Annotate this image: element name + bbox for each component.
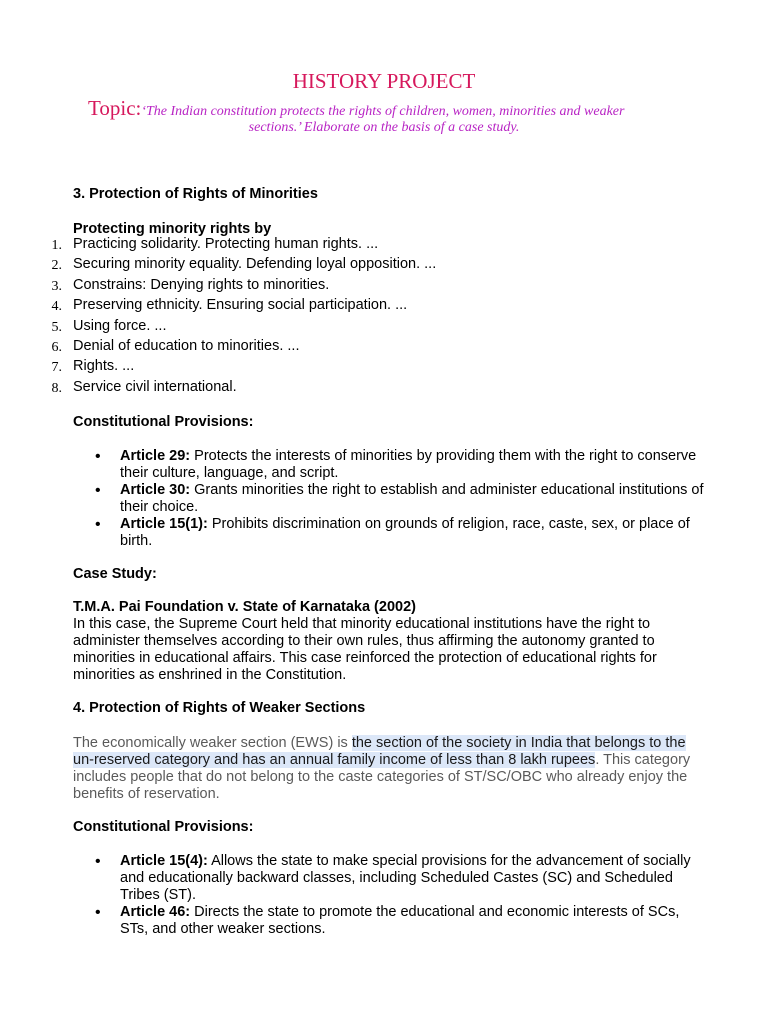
list-number: 5.: [51, 319, 62, 335]
ews-intro: The economically weaker section (EWS) is: [73, 735, 352, 751]
list-item-text: Rights. ...: [73, 358, 135, 375]
list-item-text: Constrains: Denying rights to minorities.: [73, 276, 330, 293]
case-study-text: In this case, the Supreme Court held that minority educational institutions have the right to administer themselves according to their own rules, thus affirming the autonomy granted to minorities in educational affairs. This case reinforced the protection of educational rights for minorities as enshrined in the Constitution.: [73, 616, 657, 683]
article-label: Article 15(4):: [120, 853, 208, 869]
list-item-text: Using force. ...: [73, 317, 167, 334]
list-item-text: Preserving ethnicity. Ensuring social participation. ...: [73, 297, 408, 314]
section3-subheading: Protecting minority rights by: [73, 221, 272, 237]
section3-provisions-list: [95, 448, 705, 550]
provision-item: [95, 516, 705, 550]
bullet-icon: •: [95, 853, 101, 870]
list-number: 4.: [51, 299, 62, 315]
bullet-icon: •: [95, 448, 101, 465]
ews-highlighted-definition: the section of the society in India that belongs to the un-reserved category and has an annual family income of less than 8 lakh rupees: [73, 735, 686, 768]
list-item-text: Securing minority equality. Defending loyal opposition. ...: [73, 256, 437, 273]
section3-heading: 3. Protection of Rights of Minorities: [73, 186, 318, 202]
provision-item: [95, 448, 705, 482]
article-label: Article 15(1):: [120, 516, 208, 532]
article-text: Protects the interests of minorities by providing them with the right to conserve their culture, language, and script.: [120, 448, 697, 481]
provision-item: [95, 904, 705, 938]
topic-text-1: ‘The Indian constitution protects the rights of children, women, minorities and weaker: [141, 104, 625, 119]
case-study-heading: Case Study:: [73, 566, 157, 582]
list-item: [0, 358, 768, 378]
list-item: [0, 297, 768, 317]
list-item: [0, 256, 768, 276]
list-item: [0, 318, 768, 338]
ews-rest: . This category includes people that do not belong to the caste categories of ST/SC/OBC who already enjoy the benefits of reservation.: [73, 752, 691, 802]
list-item-text: Denial of education to minorities. ...: [73, 337, 300, 354]
list-number: 2.: [51, 258, 62, 274]
topic-label: Topic:: [88, 96, 142, 120]
section3-provisions-heading: Constitutional Provisions:: [73, 414, 254, 430]
bullet-icon: •: [95, 482, 101, 499]
case-study-title: T.M.A. Pai Foundation v. State of Karnataka (2002): [73, 599, 416, 615]
article-text: Directs the state to promote the educational and economic interests of SCs, STs, and other weaker sections.: [120, 904, 680, 937]
article-label: Article 46:: [120, 904, 191, 920]
bullet-icon: •: [95, 516, 101, 533]
topic-text-2: sections.’ Elaborate on the basis of a case study.: [248, 120, 520, 135]
list-number: 6.: [51, 339, 62, 355]
section4-heading: 4. Protection of Rights of Weaker Sections: [73, 700, 366, 716]
provision-item: [95, 482, 705, 516]
list-item-text: Service civil international.: [73, 378, 237, 395]
provision-item: [95, 853, 705, 904]
document-title: HISTORY PROJECT: [292, 69, 476, 93]
list-item: [0, 379, 768, 399]
list-item: [0, 338, 768, 358]
list-number: 7.: [51, 360, 62, 376]
article-text: Allows the state to make special provisions for the advancement of socially and educationally backward classes, including Scheduled Castes (SC) and Scheduled Tribes (ST).: [120, 853, 691, 903]
list-item-text: Practicing solidarity. Protecting human rights. ...: [73, 236, 379, 252]
article-label: Article 30:: [120, 482, 191, 498]
list-item: [0, 236, 768, 256]
bullet-icon: •: [95, 904, 101, 921]
article-text: Grants minorities the right to establish and administer educational institutions of their choice.: [120, 482, 704, 515]
ews-paragraph: [73, 735, 695, 803]
list-number: 3.: [51, 278, 62, 294]
section4-provisions-list: [95, 853, 705, 938]
list-number: 8.: [51, 380, 62, 396]
article-label: Article 29:: [120, 448, 191, 464]
section4-provisions-heading: Constitutional Provisions:: [73, 819, 254, 835]
list-number: 1.: [51, 238, 62, 253]
list-item: [0, 277, 768, 297]
minority-rights-list: [0, 236, 768, 399]
article-text: Prohibits discrimination on grounds of religion, race, caste, sex, or place of birth.: [120, 516, 690, 549]
topic-line: [88, 96, 708, 121]
